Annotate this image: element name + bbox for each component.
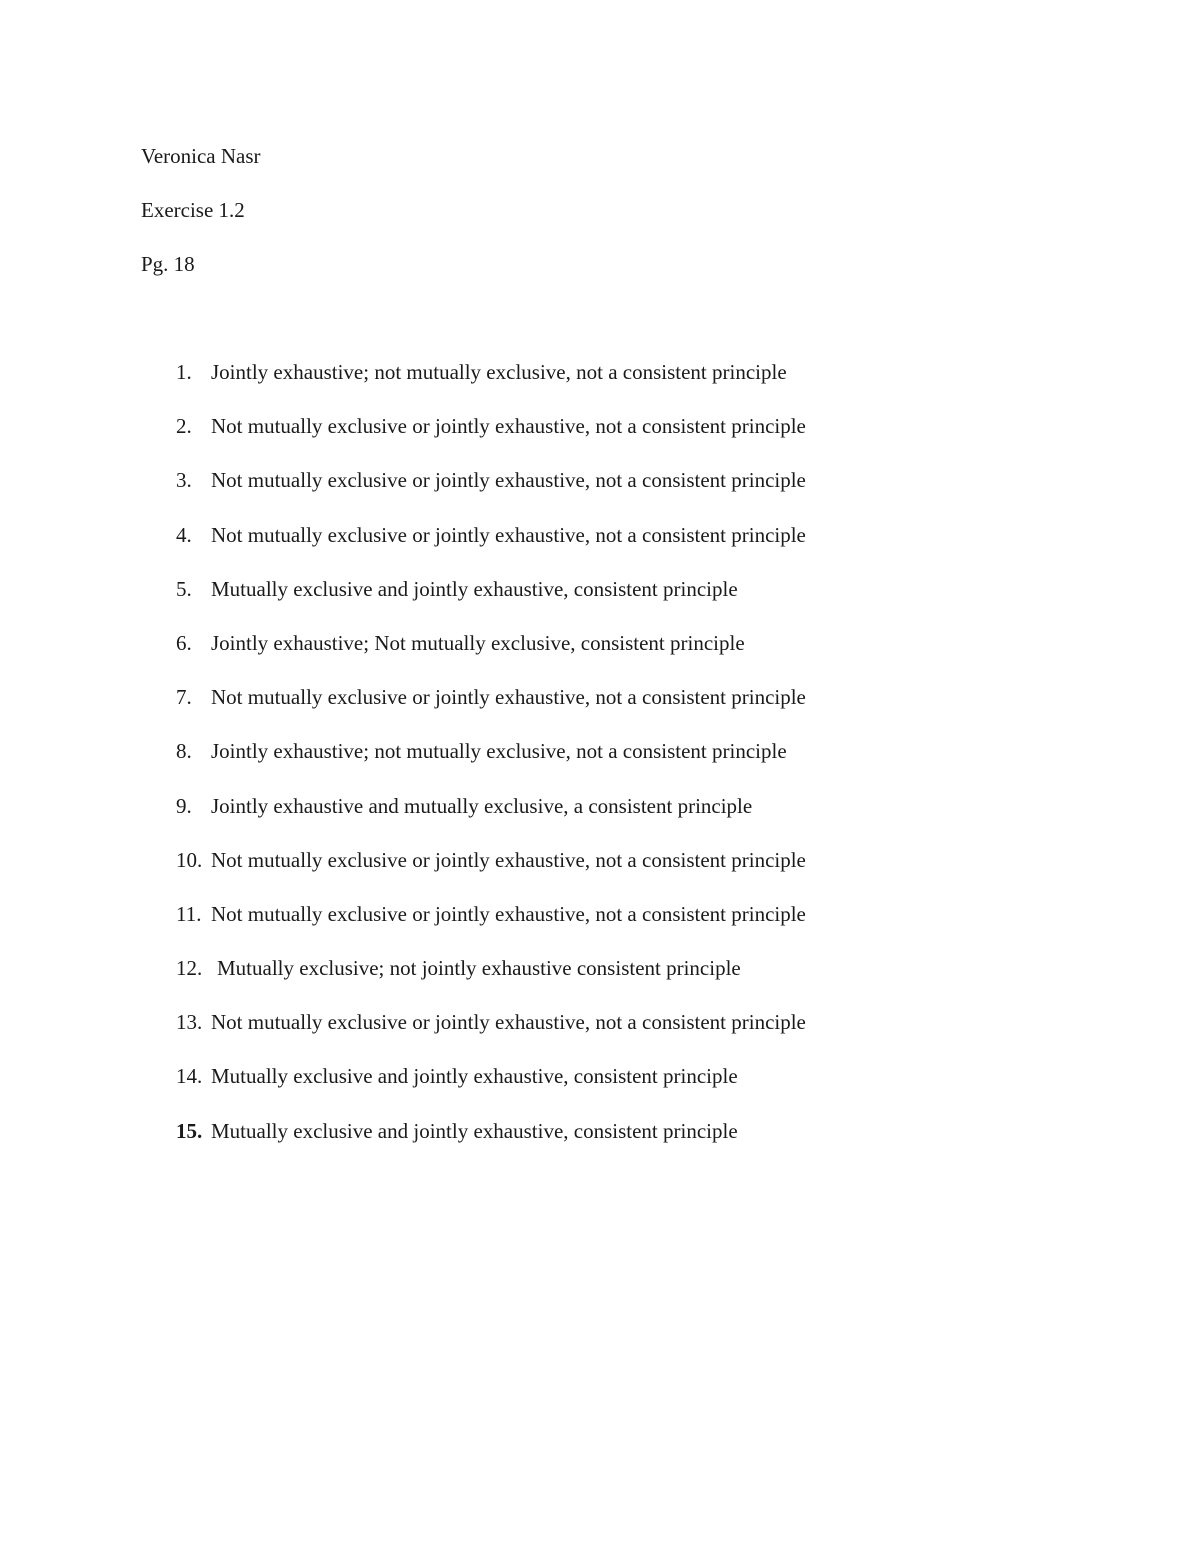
answer-number: 3. (176, 468, 192, 493)
answer-text: Jointly exhaustive; not mutually exclusive, not a consistent principle (211, 739, 787, 764)
answer-text: Jointly exhaustive; not mutually exclusive, not a consistent principle (211, 360, 787, 384)
answer-number: 7. (176, 685, 192, 710)
answer-text: Jointly exhaustive and mutually exclusive, a consistent principle (211, 793, 753, 818)
answer-number: 1. (176, 360, 192, 384)
answer-text: Not mutually exclusive or jointly exhaustive, not a consistent principle (211, 847, 806, 872)
answer-number: 13. (176, 1010, 203, 1035)
answer-number: 11. (176, 901, 202, 926)
answer-text: Not mutually exclusive or jointly exhaustive, not a consistent principle (211, 468, 806, 493)
answer-text: Not mutually exclusive or jointly exhaustive, not a consistent principle (211, 1010, 806, 1035)
answer-text: Mutually exclusive; not jointly exhaustive consistent principle (217, 956, 741, 981)
answer-number: 15. (176, 1118, 203, 1143)
answer-number: 9. (176, 793, 192, 818)
author-name: Veronica Nasr (141, 144, 261, 168)
answer-number: 6. (176, 630, 192, 655)
answer-number: 12. (176, 956, 203, 981)
answer-text: Mutually exclusive and jointly exhaustive, consistent principle (211, 576, 738, 601)
answer-text: Not mutually exclusive or jointly exhaustive, not a consistent principle (211, 901, 806, 926)
answer-number: 4. (176, 522, 192, 547)
answer-number: 10. (176, 847, 203, 872)
answer-number: 14. (176, 1064, 203, 1089)
page-reference: Pg. 18 (141, 252, 195, 276)
answer-text: Mutually exclusive and jointly exhaustive, consistent principle (211, 1118, 738, 1143)
answer-number: 5. (176, 576, 192, 601)
answer-text: Not mutually exclusive or jointly exhaustive, not a consistent principle (211, 414, 806, 439)
exercise-title: Exercise 1.2 (141, 198, 245, 222)
answer-number: 2. (176, 414, 192, 439)
answer-text: Jointly exhaustive; Not mutually exclusive, consistent principle (211, 630, 745, 655)
answer-number: 8. (176, 739, 192, 764)
answer-text: Mutually exclusive and jointly exhaustive, consistent principle (211, 1064, 738, 1089)
answer-text: Not mutually exclusive or jointly exhaustive, not a consistent principle (211, 522, 806, 547)
answer-text: Not mutually exclusive or jointly exhaustive, not a consistent principle (211, 685, 806, 710)
